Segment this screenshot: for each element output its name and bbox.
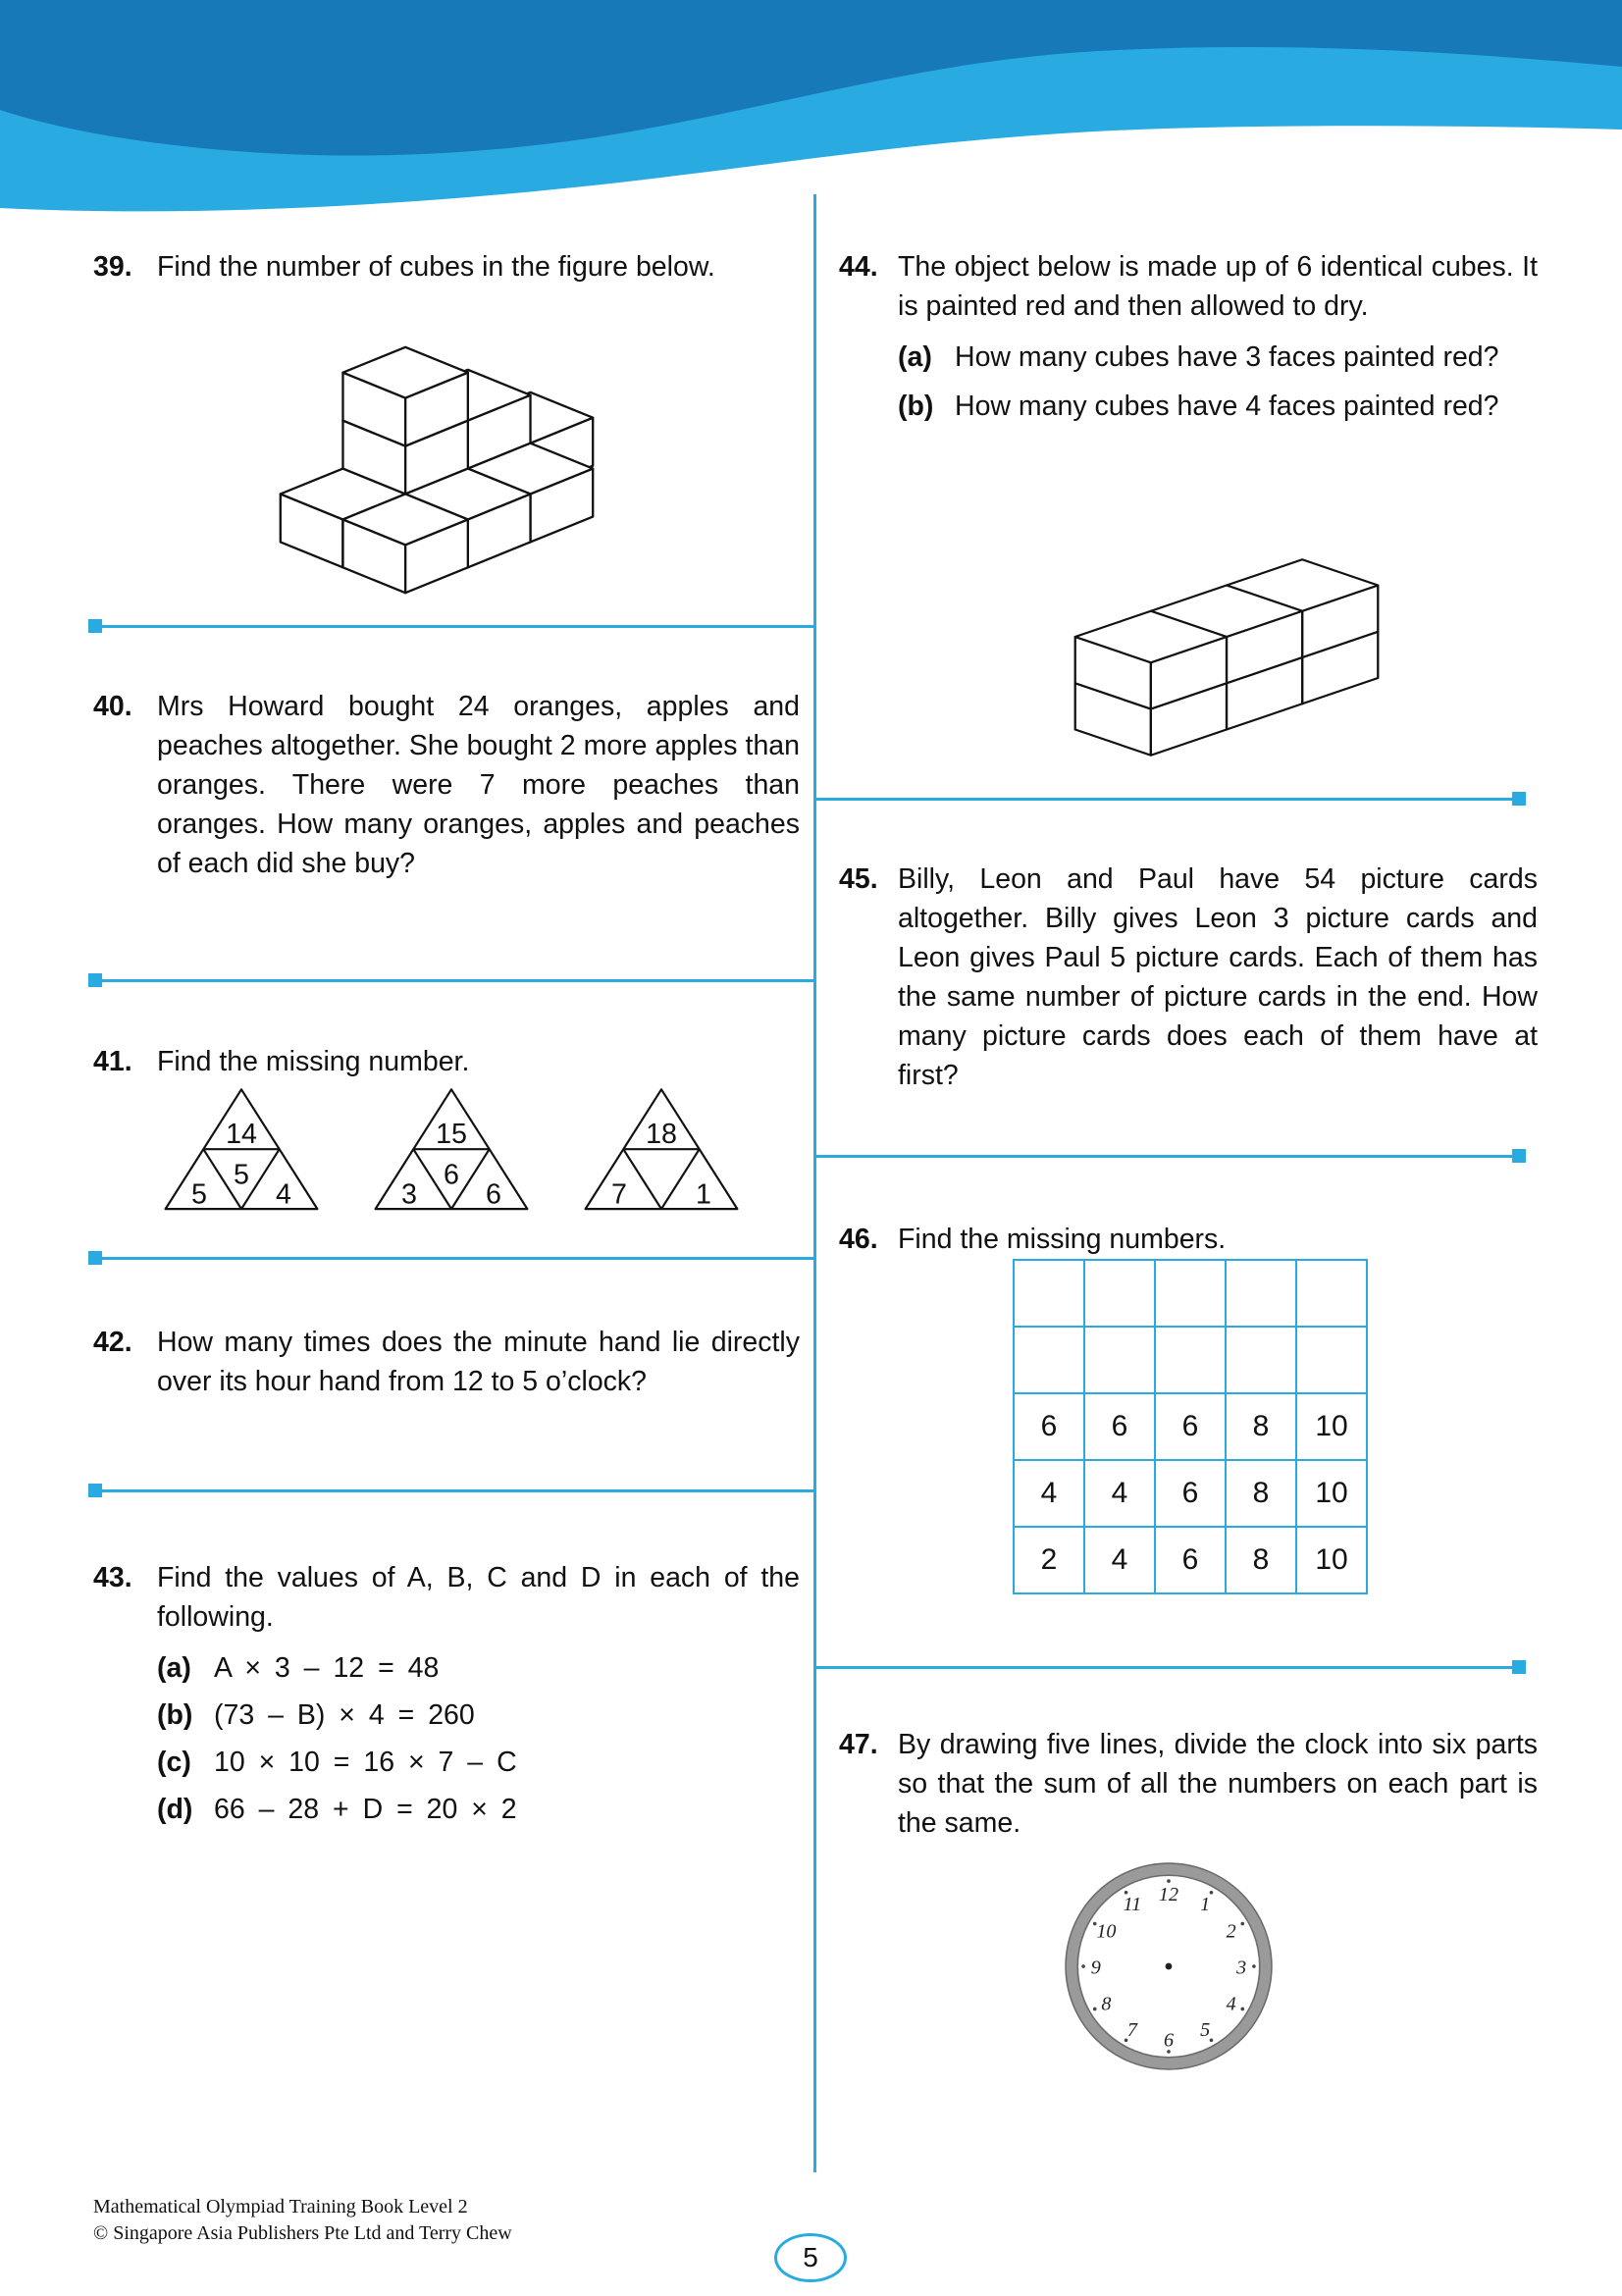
triangle-right-number: 4 bbox=[276, 1178, 291, 1211]
section-divider bbox=[88, 1489, 815, 1492]
q43-parts bbox=[157, 1648, 800, 1829]
q44-part-a bbox=[898, 338, 1538, 377]
clock-number-9: 9 bbox=[1090, 1957, 1101, 1979]
q46-number-grid bbox=[1013, 1259, 1368, 1594]
grid-cell bbox=[1014, 1327, 1084, 1393]
equation: (73 – B) × 4 = 260 bbox=[214, 1699, 475, 1731]
q44-part-b bbox=[898, 387, 1538, 426]
q40-text: Mrs Howard bought 24 oranges, apples and peaches altogether. She bought 2 more apples than oranges. There were 7 more peaches than oranges. How many oranges, apples and peaches of each did she buy? bbox=[157, 691, 800, 879]
q41-number: 41. bbox=[93, 1046, 132, 1077]
equation: A × 3 – 12 = 48 bbox=[214, 1652, 440, 1684]
triangle-right-number: 1 bbox=[696, 1178, 711, 1211]
cube-stack bbox=[281, 347, 593, 593]
grid-row bbox=[1014, 1327, 1367, 1393]
page-footer bbox=[93, 2194, 512, 2247]
q47-clock-figure bbox=[1065, 1862, 1273, 2070]
section-divider bbox=[815, 1155, 1526, 1158]
q43-part-b bbox=[157, 1696, 800, 1735]
equation: 66 – 28 + D = 20 × 2 bbox=[214, 1794, 517, 1825]
q47-number: 47. bbox=[839, 1729, 878, 1760]
grid-cell bbox=[1296, 1327, 1367, 1393]
question-41 bbox=[93, 1042, 800, 1081]
clock-number-2: 2 bbox=[1226, 1920, 1236, 1943]
column-divider-line bbox=[813, 194, 816, 2172]
q42-text: How many times does the minute hand lie directly over its hour hand from 12 to 5 o’clock? bbox=[157, 1327, 800, 1397]
q41-text: Find the missing number. bbox=[157, 1046, 470, 1077]
grid-row bbox=[1014, 1460, 1367, 1527]
triangle-middle-number: 6 bbox=[444, 1159, 459, 1191]
grid-cell: 6 bbox=[1155, 1393, 1226, 1460]
grid-cell: 4 bbox=[1014, 1460, 1084, 1527]
equation: 10 × 10 = 16 × 7 – C bbox=[214, 1747, 517, 1778]
q40-number: 40. bbox=[93, 691, 132, 722]
triangle-left-number: 7 bbox=[611, 1178, 627, 1211]
part-label: (a) bbox=[898, 341, 932, 373]
divider-end-square bbox=[88, 973, 102, 987]
q39-number: 39. bbox=[93, 251, 132, 283]
grid-cell: 10 bbox=[1296, 1527, 1367, 1593]
grid-cell bbox=[1226, 1260, 1296, 1327]
section-divider bbox=[88, 979, 815, 982]
page-number-badge bbox=[774, 2233, 847, 2282]
part-text: How many cubes have 4 faces painted red? bbox=[955, 391, 1499, 422]
q44-cube-figure bbox=[1070, 554, 1384, 760]
cube-block bbox=[1075, 559, 1379, 756]
q41-triangle-2 bbox=[367, 1082, 536, 1215]
q39-cube-figure bbox=[275, 341, 599, 599]
part-label: (b) bbox=[157, 1699, 193, 1731]
grid-cell: 6 bbox=[1084, 1393, 1155, 1460]
clock-number-4: 4 bbox=[1226, 1993, 1236, 2015]
q44-number: 44. bbox=[839, 251, 878, 283]
grid-cell bbox=[1155, 1327, 1226, 1393]
question-46 bbox=[839, 1220, 1538, 1259]
q45-text: Billy, Leon and Paul have 54 picture cards altogether. Billy gives Leon 3 picture cards and Leon gives Paul 5 picture cards. Each of them has the same number of picture cards in the end. How many picture cards does each of them have at first? bbox=[898, 863, 1538, 1091]
grid-cell bbox=[1155, 1260, 1226, 1327]
divider-end-square bbox=[88, 619, 102, 633]
q46-number: 46. bbox=[839, 1224, 878, 1255]
grid-cell bbox=[1084, 1327, 1155, 1393]
q39-text: Find the number of cubes in the figure below. bbox=[157, 251, 715, 283]
grid-cell: 10 bbox=[1296, 1393, 1367, 1460]
q47-text: By drawing five lines, divide the clock into six parts so that the sum of all the numbers on each part is the same. bbox=[898, 1729, 1538, 1839]
triangle-top-number: 18 bbox=[646, 1118, 677, 1150]
page-number: 5 bbox=[803, 2242, 818, 2272]
grid-row bbox=[1014, 1260, 1367, 1327]
triangle-top-number: 15 bbox=[436, 1118, 467, 1150]
clock-number-11: 11 bbox=[1123, 1893, 1142, 1915]
clock-number-12: 12 bbox=[1158, 1884, 1179, 1906]
q43-part-d bbox=[157, 1790, 800, 1829]
triangle-right-number: 6 bbox=[486, 1178, 501, 1211]
footer-book-title: Mathematical Olympiad Training Book Level 2 bbox=[93, 2196, 468, 2218]
divider-end-square bbox=[88, 1484, 102, 1497]
grid-cell: 8 bbox=[1226, 1393, 1296, 1460]
divider-end-square bbox=[1512, 1149, 1526, 1163]
grid-cell: 10 bbox=[1296, 1460, 1367, 1527]
grid-row bbox=[1014, 1527, 1367, 1593]
q45-number: 45. bbox=[839, 863, 878, 895]
clock-number-1: 1 bbox=[1200, 1893, 1211, 1915]
question-42 bbox=[93, 1323, 800, 1401]
grid-cell bbox=[1014, 1260, 1084, 1327]
header-wave-decoration bbox=[0, 0, 1622, 231]
q42-number: 42. bbox=[93, 1327, 132, 1358]
clock-number-10: 10 bbox=[1096, 1920, 1117, 1943]
grid-row bbox=[1014, 1393, 1367, 1460]
q46-text: Find the missing numbers. bbox=[898, 1224, 1227, 1255]
question-47 bbox=[839, 1725, 1538, 1843]
question-44 bbox=[839, 247, 1538, 436]
part-label: (c) bbox=[157, 1747, 191, 1778]
section-divider bbox=[815, 1666, 1526, 1669]
section-divider bbox=[88, 625, 815, 628]
grid-cell bbox=[1084, 1260, 1155, 1327]
grid-cell: 4 bbox=[1084, 1460, 1155, 1527]
triangle-middle-number: 5 bbox=[234, 1159, 249, 1191]
grid-cell: 2 bbox=[1014, 1527, 1084, 1593]
clock-number-3: 3 bbox=[1236, 1957, 1247, 1979]
grid-cell bbox=[1226, 1327, 1296, 1393]
part-label: (a) bbox=[157, 1652, 191, 1684]
clock-number-6: 6 bbox=[1163, 2029, 1175, 2052]
footer-copyright: © Singapore Asia Publishers Pte Ltd and Terry Chew bbox=[93, 2222, 512, 2244]
q43-part-c bbox=[157, 1743, 800, 1782]
triangle-left-number: 5 bbox=[191, 1178, 207, 1211]
grid-cell: 4 bbox=[1084, 1527, 1155, 1593]
grid-cell: 8 bbox=[1226, 1460, 1296, 1527]
grid-cell: 6 bbox=[1155, 1460, 1226, 1527]
clock-center-dot bbox=[1166, 1963, 1173, 1970]
triangle-top-number: 14 bbox=[226, 1118, 257, 1150]
divider-end-square bbox=[88, 1251, 102, 1265]
q44-parts bbox=[898, 338, 1538, 426]
grid-cell bbox=[1296, 1260, 1367, 1327]
clock-number-7: 7 bbox=[1126, 2019, 1137, 2042]
question-45 bbox=[839, 860, 1538, 1095]
q43-text: Find the values of A, B, C and D in each of the following. bbox=[157, 1562, 800, 1633]
part-label: (b) bbox=[898, 391, 934, 422]
divider-end-square bbox=[1512, 1660, 1526, 1674]
q41-triangle-3 bbox=[577, 1082, 746, 1215]
part-label: (d) bbox=[157, 1794, 193, 1825]
clock-number-8: 8 bbox=[1101, 1993, 1112, 2015]
section-divider bbox=[88, 1257, 815, 1260]
question-40 bbox=[93, 687, 800, 883]
grid-cell: 6 bbox=[1155, 1527, 1226, 1593]
grid-cell: 8 bbox=[1226, 1527, 1296, 1593]
q43-number: 43. bbox=[93, 1562, 132, 1593]
q41-triangle-1 bbox=[157, 1082, 326, 1215]
clock-number-5: 5 bbox=[1200, 2019, 1211, 2042]
grid-cell: 6 bbox=[1014, 1393, 1084, 1460]
q44-text: The object below is made up of 6 identical cubes. It is painted red and then allowed to dry. bbox=[898, 251, 1538, 322]
q43-part-a bbox=[157, 1648, 800, 1688]
q41-triangle-figures bbox=[157, 1082, 746, 1215]
section-divider bbox=[815, 798, 1526, 801]
question-43 bbox=[93, 1558, 800, 1837]
divider-end-square bbox=[1512, 792, 1526, 806]
triangle-left-number: 3 bbox=[401, 1178, 417, 1211]
part-text: How many cubes have 3 faces painted red? bbox=[955, 341, 1499, 373]
question-39 bbox=[93, 247, 800, 287]
